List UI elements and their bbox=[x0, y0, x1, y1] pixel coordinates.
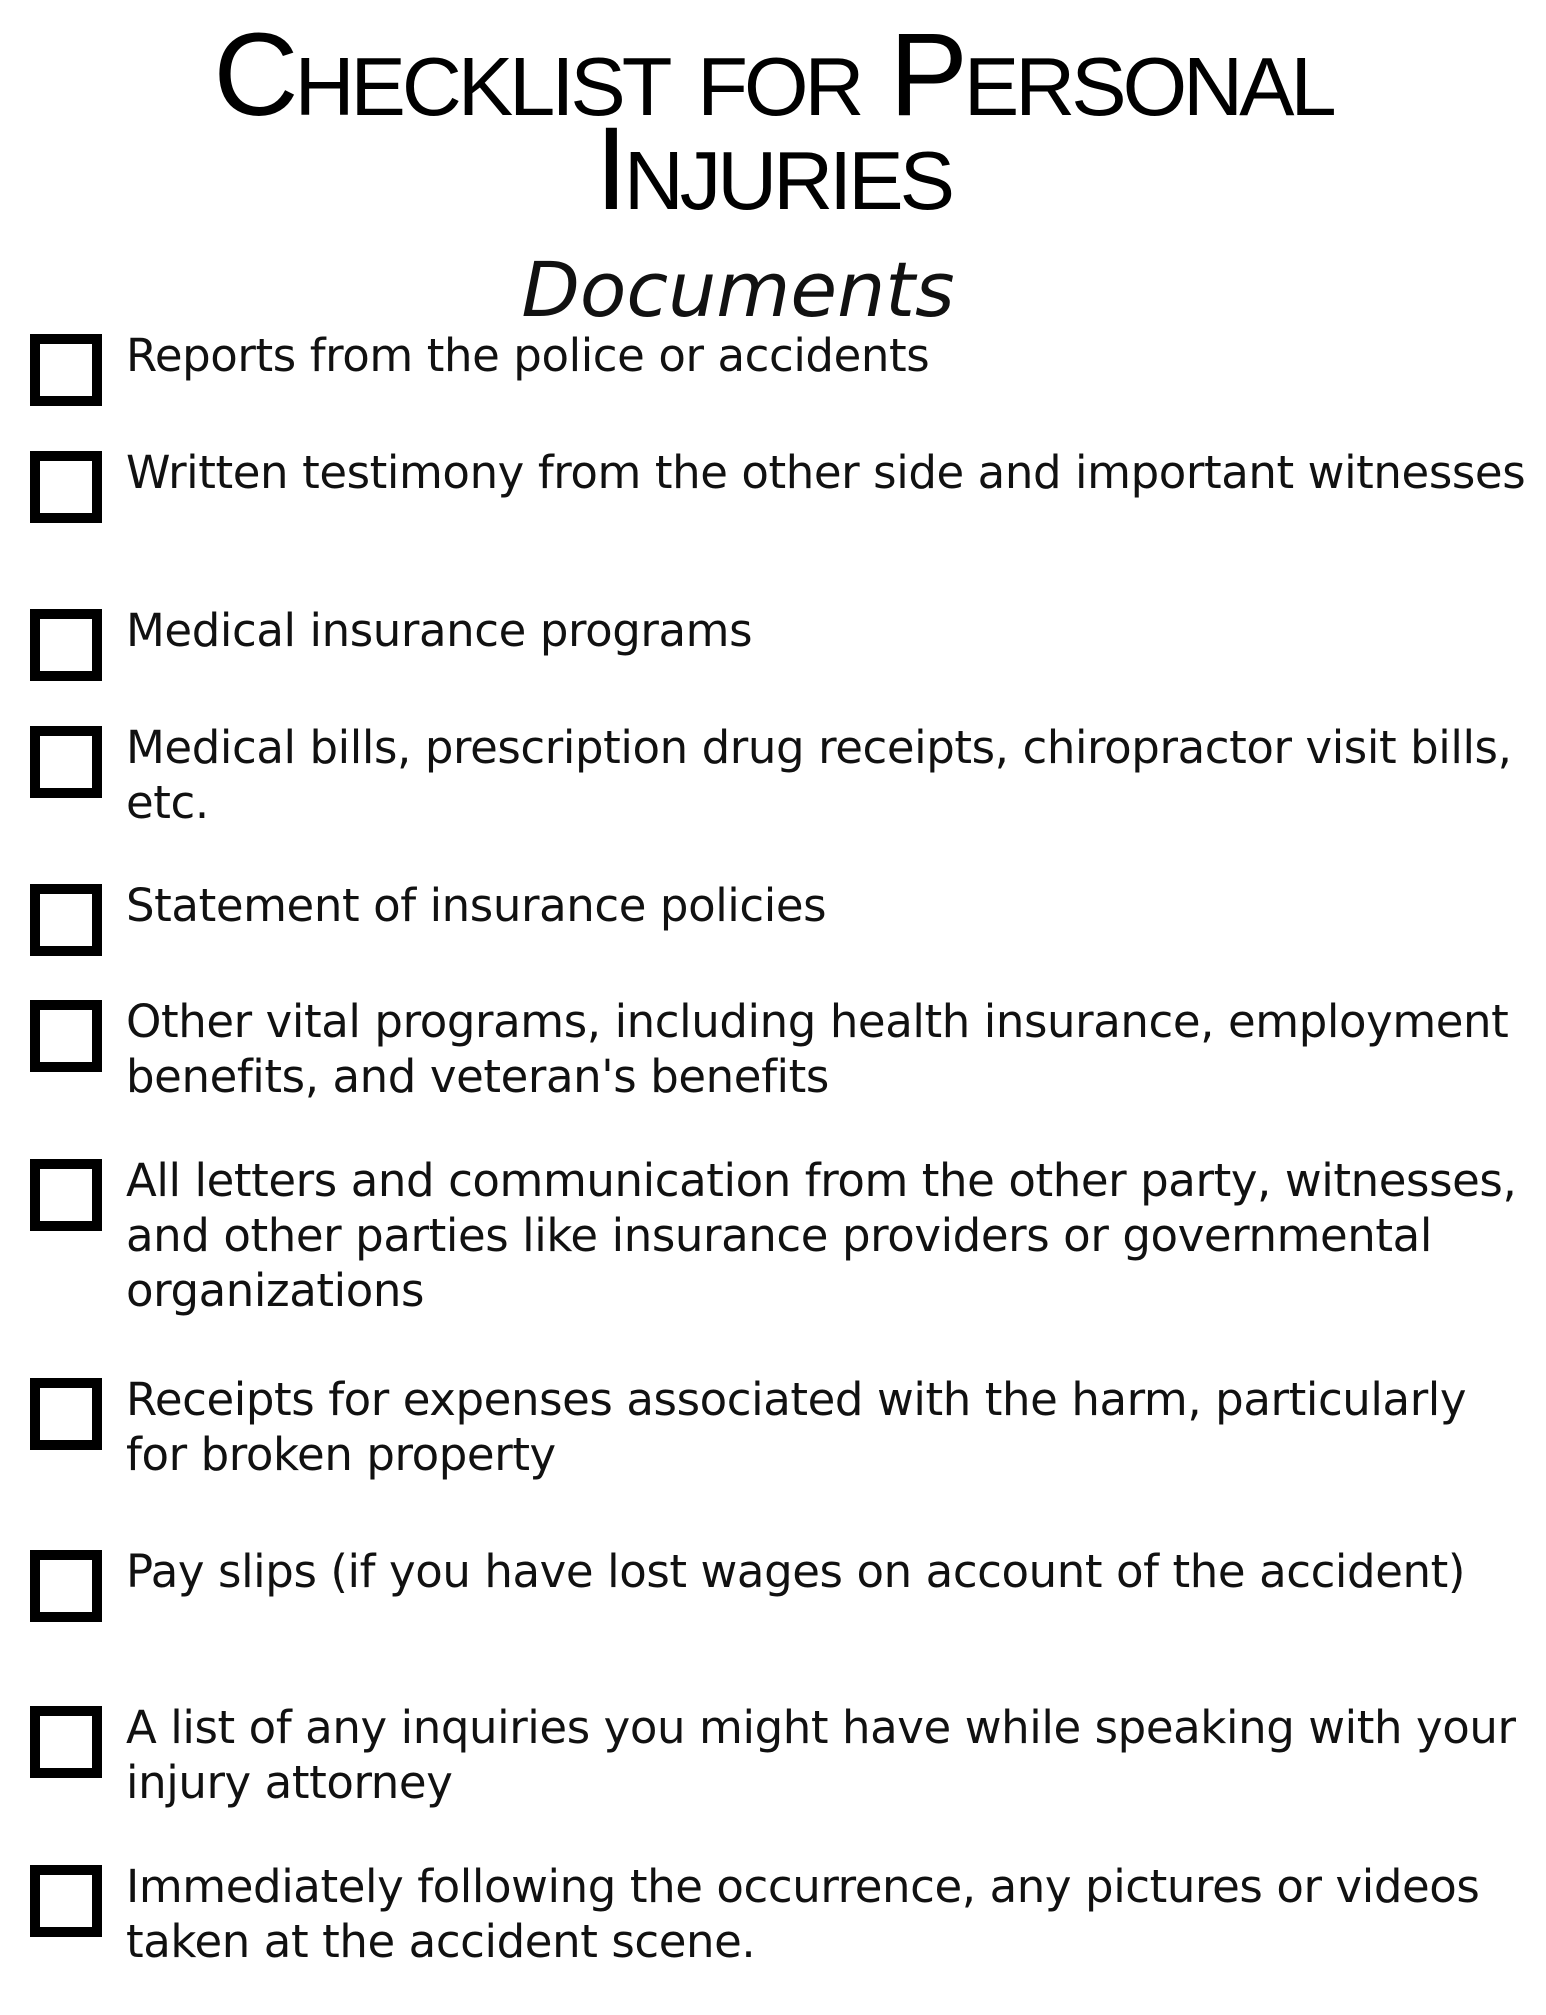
checkbox[interactable] bbox=[30, 451, 102, 523]
checkbox[interactable] bbox=[30, 884, 102, 956]
checkbox[interactable] bbox=[30, 1378, 102, 1450]
checkbox[interactable] bbox=[30, 1000, 102, 1072]
checklist-item[interactable] bbox=[30, 1373, 1520, 1528]
checklist-item[interactable] bbox=[30, 721, 1520, 876]
checkbox[interactable] bbox=[30, 1706, 102, 1778]
checklist-item[interactable] bbox=[30, 995, 1520, 1150]
checklist-item-label: Reports from the police or accidents bbox=[126, 329, 930, 382]
checkbox[interactable] bbox=[30, 1550, 102, 1622]
checklist-item[interactable] bbox=[30, 1545, 1520, 1700]
checklist-item-label: A list of any inquiries you might have while speaking with your injury attorney bbox=[126, 1701, 1516, 1809]
checklist-item[interactable] bbox=[30, 446, 1526, 601]
checklist-item-label: Other vital programs, including health insurance, employment benefits, and veteran's benefits bbox=[126, 995, 1509, 1103]
checklist-item-label: Written testimony from the other side and important witnesses bbox=[126, 446, 1526, 499]
checklist-item-label: Immediately following the occurrence, any pictures or videos taken at the accident scene. bbox=[126, 1860, 1480, 1968]
checklist-item[interactable] bbox=[30, 1701, 1520, 1856]
checkbox[interactable] bbox=[30, 726, 102, 798]
checklist-item-label: Receipts for expenses associated with the harm, particularly for broken property bbox=[126, 1373, 1467, 1481]
checkbox[interactable] bbox=[30, 609, 102, 681]
section-heading: Documents bbox=[521, 245, 955, 334]
checkbox[interactable] bbox=[30, 1159, 102, 1231]
checklist-item-label: Medical insurance programs bbox=[126, 604, 753, 657]
checklist-item-label: Medical bills, prescription drug receipts, chiropractor visit bills, etc. bbox=[126, 721, 1512, 829]
page-title: Checklist for Personal Injuries bbox=[213, 9, 1333, 235]
checklist-item-label: Pay slips (if you have lost wages on account of the accident) bbox=[126, 1545, 1466, 1598]
checklist-item-label: Statement of insurance policies bbox=[126, 879, 827, 932]
checklist-item[interactable] bbox=[30, 1860, 1520, 2015]
checklist-item[interactable] bbox=[30, 1154, 1520, 1317]
checkbox[interactable] bbox=[30, 1865, 102, 1937]
checkbox[interactable] bbox=[30, 334, 102, 406]
checklist-item-label: All letters and communication from the other party, witnesses, and other parties like insurance providers or governmental organizations bbox=[126, 1154, 1517, 1317]
